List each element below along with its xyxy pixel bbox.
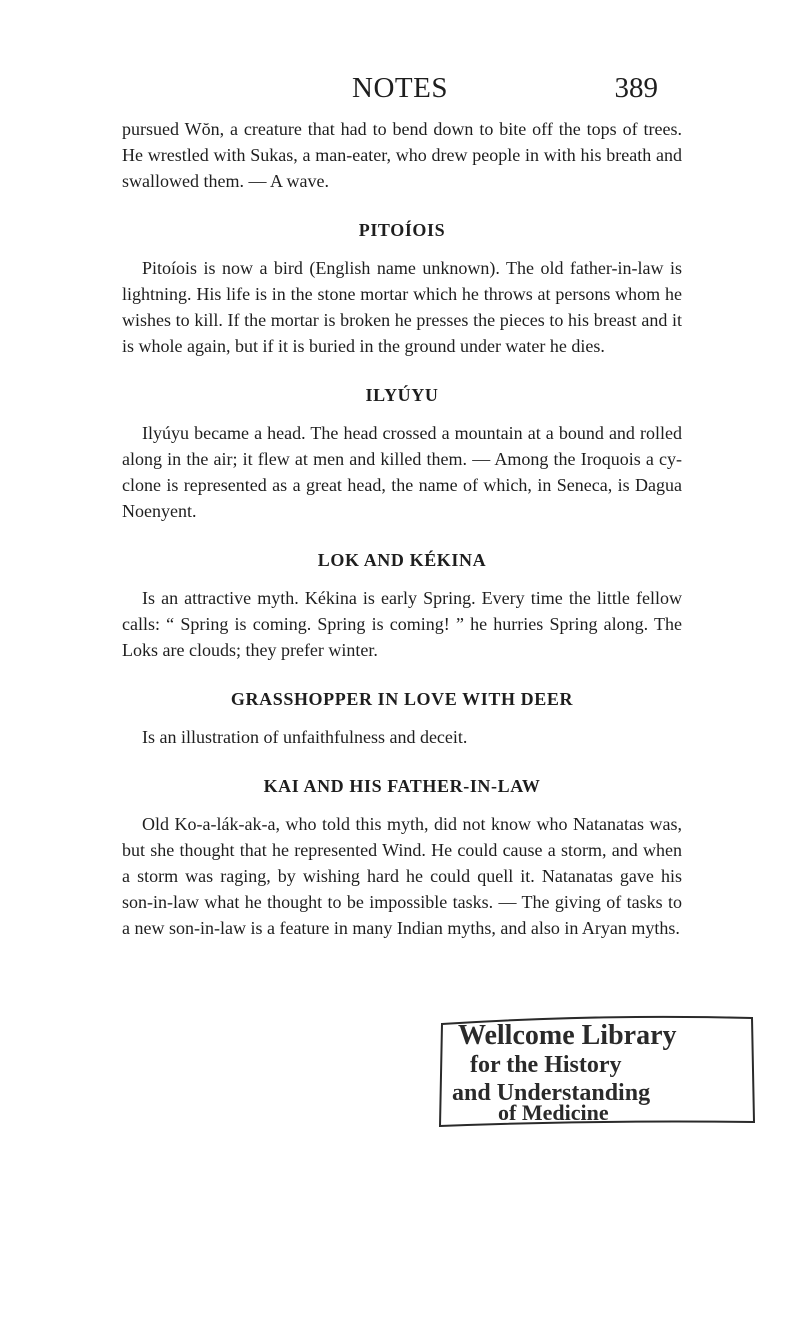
section-lok-and-kekina bbox=[122, 550, 682, 663]
section-kai bbox=[122, 776, 682, 941]
paragraph-won: pursued Wŏn, a creature that had to bend down to bite off the tops of trees. He wrestled with Sukas, a man-eater, who drew people in with his breath and swallowed them. — A wave. bbox=[122, 119, 682, 191]
section-heading-kai: KAI AND HIS FATHER-IN-LAW bbox=[263, 776, 541, 796]
section-wŏn-continuation bbox=[122, 116, 682, 194]
paragraph-kai: Old Ko-a-lák-ak-a, who told this myth, did not know who Natanatas was, but she thought that he represented Wind. He could cause a storm, and when a storm was raging, by wishing hard he could quell it. Natanatas gave his son-in-law what he thought to be impossible tasks. — The giving of tasks to a new son-in-law is a feature in many Indian myths, and also in Aryan myths. bbox=[122, 814, 682, 938]
paragraph-ilyuyu: Ilyúyu became a head. The head crossed a mountain at a bound and rolled along in the air; it flew at men and killed them. — Among the Iroquois a cy-clone is represented as a great head, the name of which, in Seneca, is Dagua Noenyent. bbox=[122, 423, 682, 521]
running-title: NOTES bbox=[352, 72, 448, 104]
section-heading-grasshopper: GRASSHOPPER IN LOVE WITH DEER bbox=[230, 689, 574, 709]
section-heading-pitoiois: PITOÍOIS bbox=[358, 220, 446, 240]
stamp-line-4: of Medicine bbox=[498, 1100, 609, 1125]
page-header bbox=[0, 72, 800, 112]
stamp-line-2: for the History bbox=[470, 1052, 622, 1078]
section-pitoiois bbox=[122, 220, 682, 359]
stamp-line-1: Wellcome Library bbox=[458, 1020, 677, 1051]
paragraph-lok-and-kekina: Is an attractive myth. Kékina is early Spring. Every time the little fellow calls: “ Spring is coming. Spring is coming! ” he hurries Spring along. The Loks are clouds; they prefer winter. bbox=[122, 588, 682, 660]
paragraph-grasshopper: Is an illustration of unfaithfulness and deceit. bbox=[142, 727, 468, 747]
library-stamp-graphic bbox=[436, 1010, 758, 1128]
wellcome-library-stamp bbox=[436, 1010, 758, 1128]
section-heading-lok-and-kekina: LOK AND KÉKINA bbox=[317, 550, 487, 570]
paragraph-pitoiois: Pitoíois is now a bird (English name unknown). The old father-in-law is lightning. His life is in the stone mortar which he throws at persons whom he wishes to kill. If the mortar is broken he presses the pieces to his breast and it is whole again, but if it is buried in the ground under water he dies. bbox=[122, 258, 682, 356]
section-ilyuyu bbox=[122, 385, 682, 524]
page-number: 389 bbox=[614, 72, 658, 104]
section-grasshopper bbox=[122, 689, 682, 750]
stamp-line-3: and Understanding bbox=[452, 1080, 651, 1106]
section-heading-ilyuyu: ILYÚYU bbox=[365, 385, 439, 405]
notes-body bbox=[122, 116, 682, 941]
